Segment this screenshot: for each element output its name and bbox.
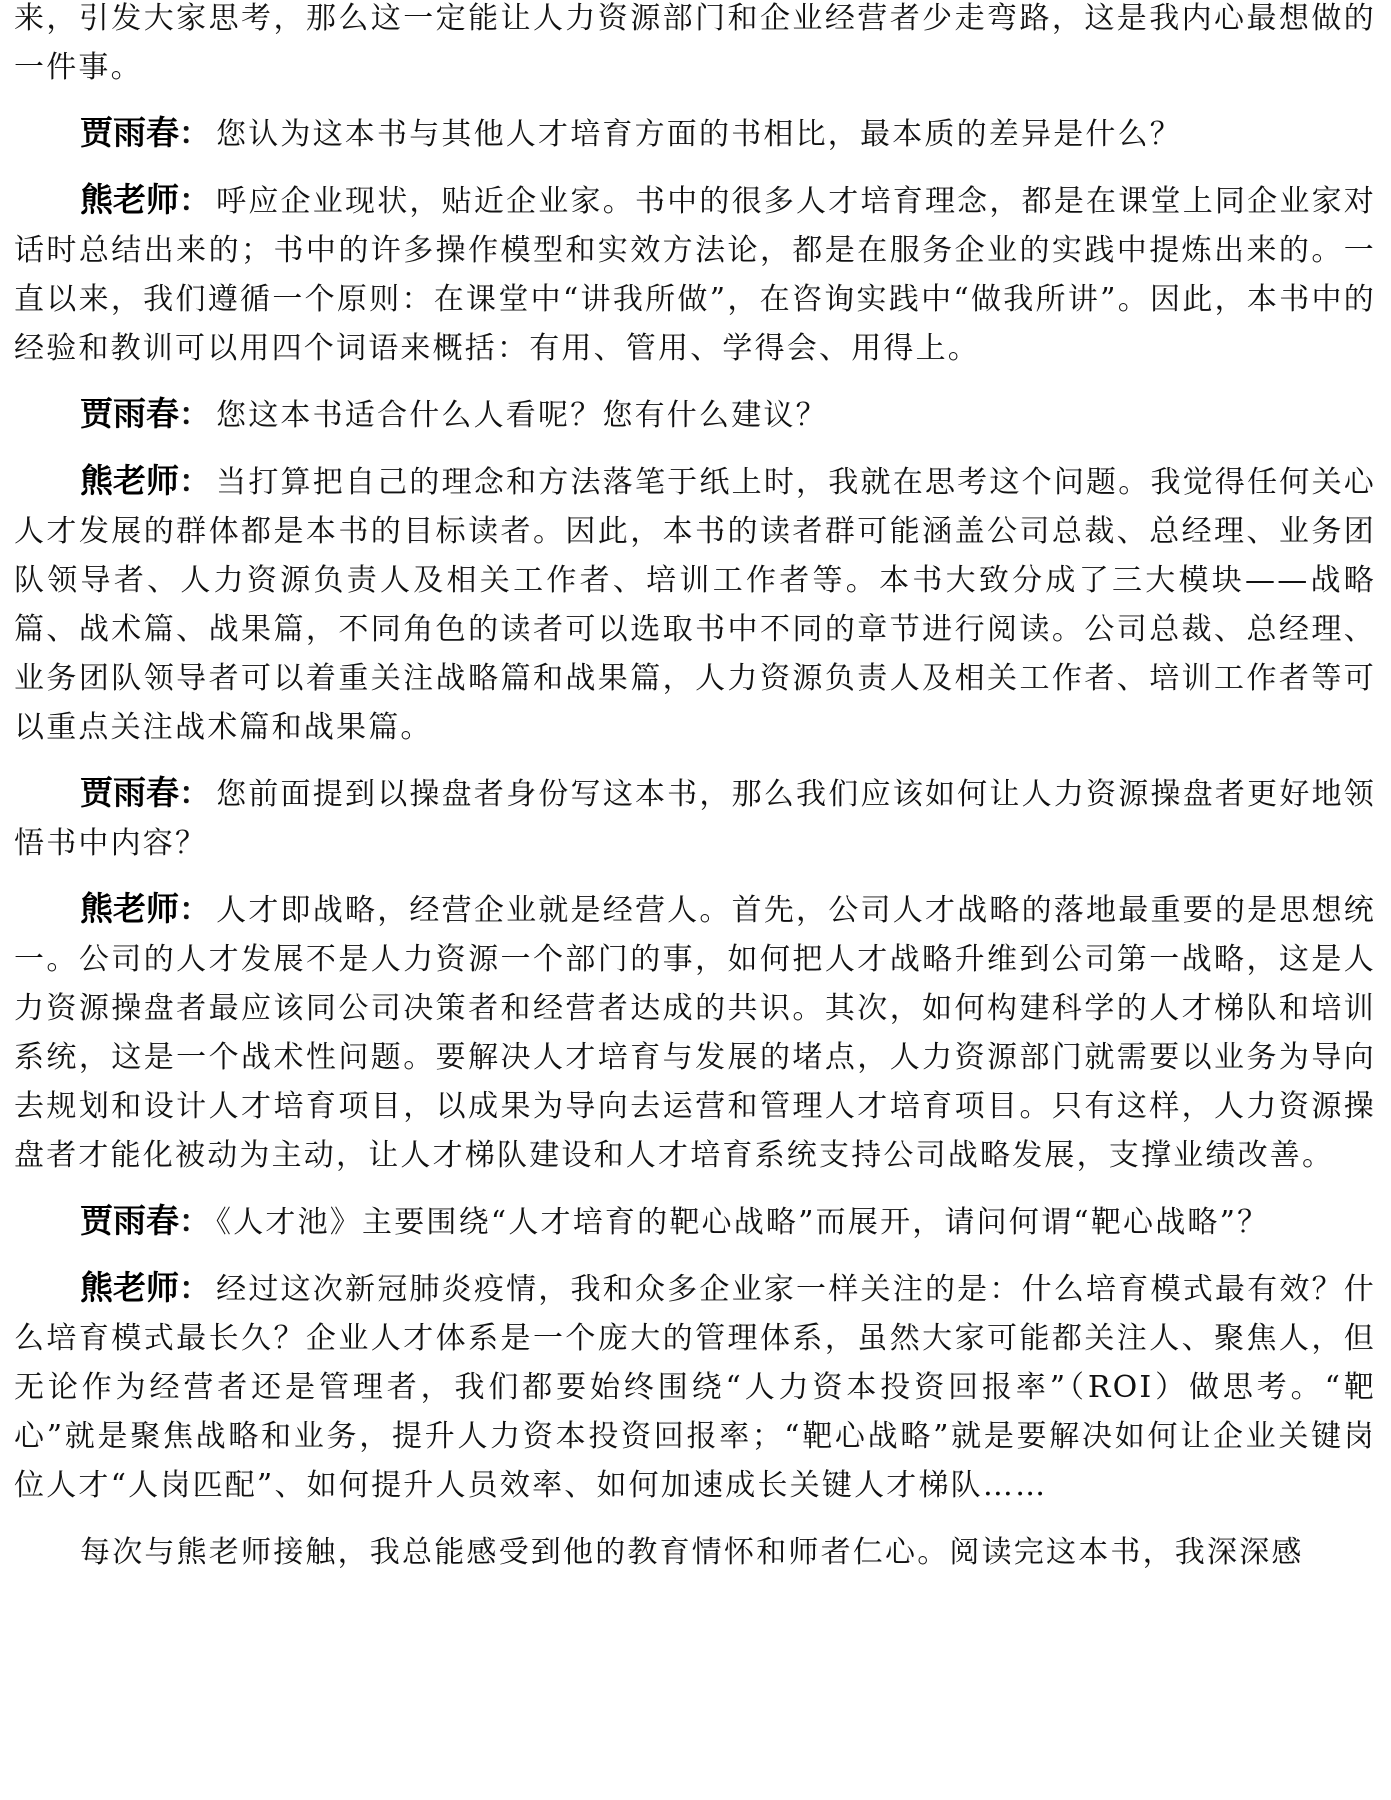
speaker-colon: ： (179, 776, 211, 812)
question-4 (14, 1196, 1376, 1247)
document-page (14, 0, 1376, 1577)
answer-1 (14, 175, 1376, 373)
speaker-name: 熊老师 (80, 1268, 180, 1307)
question-3 (14, 768, 1376, 868)
speaker-colon: ： (179, 397, 210, 433)
question-text: 《人才池》主要围绕“人才培育的靶心战略”而展开，请问何谓“靶心战略”？ (216, 1205, 1270, 1240)
question-text: 您认为这本书与其他人才培育方面的书相比，最本质的差异是什么？ (216, 117, 1182, 152)
question-2 (14, 389, 1376, 440)
speaker-name: 贾雨春 (80, 1201, 179, 1240)
answer-text: 经过这次新冠肺炎疫情，我和众多企业家一样关注的是：什么培育模式最有效？什么培育模式最长久？企业人才体系是一个庞大的管理体系，虽然大家可能都关注人、聚焦人，但无论作为经营者还是管理者，我们都要始终围绕“人力资本投资回报率”（ROI）做思考。“靶心”就是聚焦战略和业务，提升人力资本投资回报率；“靶心战略”就是要解决如何让企业关键岗位人才“人岗匹配”、如何提升人员效率、如何加速成长关键人才梯队…… (14, 1272, 1377, 1503)
intro-paragraph: 来，引发大家思考，那么这一定能让人力资源部门和企业经营者少走弯路，这是我内心最想做的一件事。 (14, 1, 1376, 85)
speaker-colon: ： (179, 183, 211, 219)
closing-paragraph: 每次与熊老师接触，我总能感受到他的教育情怀和师者仁心。阅读完这本书，我深深感 (80, 1535, 1304, 1570)
answer-2 (14, 456, 1376, 752)
speaker-name: 贾雨春 (80, 394, 179, 433)
speaker-name: 贾雨春 (80, 773, 180, 812)
speaker-name: 熊老师 (80, 889, 180, 928)
speaker-name: 贾雨春 (80, 113, 179, 152)
speaker-colon: ： (179, 464, 211, 500)
speaker-name: 熊老师 (80, 461, 180, 500)
speaker-colon: ： (179, 116, 210, 152)
question-text: 您前面提到以操盘者身份写这本书，那么我们应该如何让人力资源操盘者更好地领悟书中内容？ (14, 777, 1377, 861)
speaker-name: 熊老师 (80, 180, 180, 219)
speaker-colon: ： (179, 1271, 211, 1307)
question-1 (14, 108, 1376, 159)
answer-text: 人才即战略，经营企业就是经营人。首先，公司人才战略的落地最重要的是思想统一。公司的人才发展不是人力资源一个部门的事，如何把人才战略升维到公司第一战略，这是人力资源操盘者最应该同公司决策者和经营者达成的共识。其次，如何构建科学的人才梯队和培训系统，这是一个战术性问题。要解决人才培育与发展的堵点，人力资源部门就需要以业务为导向去规划和设计人才培育项目，以成果为导向去运营和管理人才培育项目。只有这样，人力资源操盘者才能化被动为主动，让人才梯队建设和人才培育系统支持公司战略发展，支撑业绩改善。 (14, 893, 1377, 1173)
speaker-colon: ： (179, 892, 211, 928)
answer-4 (14, 1263, 1376, 1510)
speaker-colon: ： (179, 1204, 210, 1240)
answer-3 (14, 884, 1376, 1180)
answer-text: 呼应企业现状，贴近企业家。书中的很多人才培育理念，都是在课堂上同企业家对话时总结出来的；书中的许多操作模型和实效方法论，都是在服务企业的实践中提炼出来的。一直以来，我们遵循一个原则：在课堂中“讲我所做”，在咨询实践中“做我所讲”。因此，本书中的经验和教训可以用四个词语来概括：有用、管用、学得会、用得上。 (14, 184, 1377, 366)
answer-text: 当打算把自己的理念和方法落笔于纸上时，我就在思考这个问题。我觉得任何关心人才发展的群体都是本书的目标读者。因此，本书的读者群可能涵盖公司总裁、总经理、业务团队领导者、人力资源负责人及相关工作者、培训工作者等。本书大致分成了三大模块——战略篇、战术篇、战果篇，不同角色的读者可以选取书中不同的章节进行阅读。公司总裁、总经理、业务团队领导者可以着重关注战略篇和战果篇，人力资源负责人及相关工作者、培训工作者等可以重点关注战术篇和战果篇。 (14, 465, 1377, 745)
question-text: 您这本书适合什么人看呢？您有什么建议？ (216, 398, 828, 433)
